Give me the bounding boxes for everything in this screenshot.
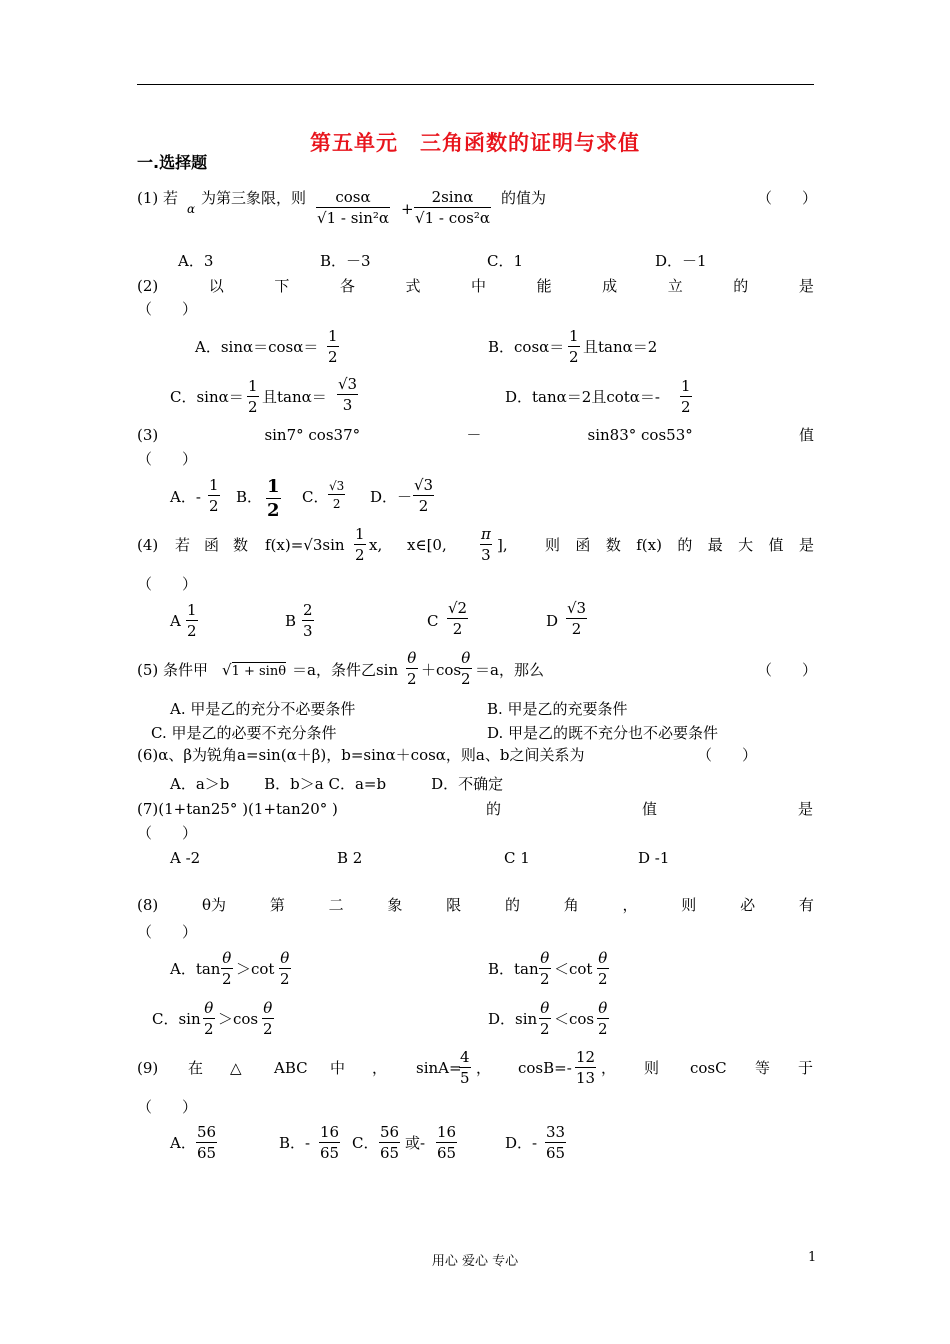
answer-paren: （ ） <box>757 189 818 207</box>
den: 3 <box>481 546 491 564</box>
q9-cosb: cosB=- <box>518 1059 572 1077</box>
q9-word: ABC <box>274 1059 308 1077</box>
q2-word: 下 <box>274 277 290 295</box>
q7-option-d: D -1 <box>638 849 670 867</box>
q9-option-a: A． <box>170 1134 196 1152</box>
num: θ <box>540 949 550 967</box>
q8-word: 必 <box>740 896 756 914</box>
q9-word: △ <box>230 1059 242 1077</box>
den: 2 <box>263 1020 273 1038</box>
q9-c-frac2 <box>436 1125 457 1161</box>
q1-alpha: α <box>187 202 196 216</box>
q8-stem <box>137 898 814 913</box>
q5-option-a: A. 甲是乙的充分不必要条件 <box>170 700 356 718</box>
q1-fraction-1: $\frac{\cos\alpha}{\text{√1 - sin²α}}$ <box>317 188 390 227</box>
q7-stem-a: (7)(1+tan25° )(1+tan20° ) <box>137 800 338 818</box>
num: θ <box>598 949 608 967</box>
q2-a-frac <box>327 329 339 365</box>
num: θ <box>407 649 417 667</box>
den: 3 <box>337 394 358 413</box>
den: 2 <box>187 622 197 640</box>
num: 56 <box>197 1123 217 1141</box>
den: 2 <box>280 970 290 988</box>
answer-paren: （ ） <box>757 661 818 679</box>
answer-paren: （ ） <box>137 575 198 593</box>
q8-word: 角 <box>563 896 579 914</box>
den: 5 <box>460 1069 470 1087</box>
q1-cond: 为第三象限，则 <box>201 189 307 207</box>
den: 65 <box>197 1144 217 1162</box>
q1-frac2-den: 1 - cos²α <box>424 209 490 227</box>
num: θ <box>204 999 214 1017</box>
num: √3 <box>329 479 345 493</box>
q3-word: (3) <box>137 426 159 444</box>
q4-option-b: B <box>285 612 297 630</box>
den: 2 <box>447 618 468 637</box>
section-heading: 一.选择题 <box>137 153 208 172</box>
num: 4 <box>460 1048 470 1066</box>
q2-b-frac <box>568 329 580 365</box>
q5-option-b: B. 甲是乙的充要条件 <box>487 700 628 718</box>
q2-word: 成 <box>602 277 618 295</box>
den: 2 <box>598 970 608 988</box>
q1-option-d: D．－1 <box>655 252 707 270</box>
q9-word: ， <box>476 1059 492 1077</box>
num: 1 <box>209 476 219 494</box>
q9-word: cosC <box>690 1059 727 1077</box>
num: 12 <box>576 1048 596 1066</box>
q9-sina-frac <box>459 1050 471 1086</box>
q4-word: 若 <box>175 536 191 554</box>
q9-word: (9) <box>137 1059 159 1077</box>
q1-frac1-num: cosα <box>335 188 371 206</box>
q2-word: 是 <box>798 277 814 295</box>
q2-word: (2) <box>137 277 159 295</box>
q4-option-d: D <box>546 612 559 630</box>
q8-a-frac1 <box>221 951 233 987</box>
den: 65 <box>546 1144 566 1162</box>
q3-stem <box>137 428 814 443</box>
den: 2 <box>328 348 338 366</box>
den: 65 <box>320 1144 340 1162</box>
q2-word: 立 <box>667 277 683 295</box>
q5-lead: (5) 条件甲 <box>137 661 209 679</box>
den: 13 <box>576 1069 596 1087</box>
q3-word: 值 <box>798 426 814 444</box>
num: θ <box>540 999 550 1017</box>
q9-word: 中 <box>330 1059 346 1077</box>
q9-option-c: C． <box>352 1134 379 1152</box>
answer-paren: （ ） <box>697 746 758 764</box>
q8-word: 二 <box>328 896 344 914</box>
num: 1 <box>187 601 197 619</box>
header-rule <box>137 84 814 85</box>
q3-b-frac <box>266 478 281 520</box>
q8-word: 第 <box>269 896 285 914</box>
num: π <box>481 525 491 543</box>
q3-word: － <box>466 426 482 444</box>
q4-word: ], <box>497 536 508 554</box>
den: 2 <box>209 497 219 515</box>
den: 2 <box>413 495 434 514</box>
q4-word: f(x) <box>636 536 662 554</box>
q9-cosb-frac <box>575 1050 596 1086</box>
q6-options: A．a＞b B．b＞a C．a=b D．不确定 <box>170 775 504 793</box>
q4-stem-tail <box>545 538 814 553</box>
q8-option-d-rest: ＜cos <box>554 1010 595 1028</box>
q4-func: f(x)=√3sin <box>265 536 345 554</box>
num: 1 <box>681 377 691 395</box>
q3-a-frac <box>208 478 220 514</box>
q2-option-a: A．sinα＝cosα＝ <box>195 338 319 356</box>
q4-c-frac <box>447 601 468 637</box>
q8-b-frac1 <box>539 951 551 987</box>
den: 2 <box>204 1020 214 1038</box>
q8-option-a: A．tan <box>170 960 221 978</box>
q2-word: 中 <box>471 277 487 295</box>
q9-word: ， <box>372 1059 388 1077</box>
q9-a-frac <box>196 1125 217 1161</box>
q2-option-d: D．tanα＝2且cotα＝- <box>505 388 660 406</box>
q2-d-frac <box>680 379 692 415</box>
num: 1 <box>267 476 280 497</box>
q2-option-c-rest: 且tanα＝ <box>262 388 327 406</box>
q3-option-c: C． <box>302 488 329 506</box>
q5-frac2 <box>460 651 472 687</box>
q4-word: x∈[0, <box>407 536 447 554</box>
q4-half <box>354 527 366 563</box>
q9-b-frac <box>319 1125 340 1161</box>
q5-tail: ＝a，那么 <box>475 661 544 679</box>
q7-option-c: C 1 <box>504 849 530 867</box>
answer-paren: （ ） <box>137 923 198 941</box>
num: θ <box>222 949 232 967</box>
q9-word: ， <box>601 1059 617 1077</box>
q9-option-b: B．- <box>279 1134 311 1152</box>
q7-option-b: B 2 <box>337 849 363 867</box>
q4-word: 大 <box>738 536 754 554</box>
q2-c-frac <box>247 379 259 415</box>
q9-option-d: D．- <box>505 1134 538 1152</box>
q7-word: 是 <box>798 800 814 818</box>
q8-option-b: B．tan <box>488 960 539 978</box>
q2-c-frac2 <box>337 377 358 413</box>
answer-paren: （ ） <box>137 824 198 842</box>
q8-c-frac2 <box>262 1001 274 1037</box>
q8-option-c-rest: ＞cos <box>218 1010 259 1028</box>
q5-option-d: D. 甲是乙的既不充分也不必要条件 <box>487 724 719 742</box>
q5-sqrt: √1 + sinθ <box>222 661 287 679</box>
q1-frac2-num: 2sinα <box>431 188 474 206</box>
q4-a-frac <box>186 603 198 639</box>
q1-plus: + <box>401 200 414 218</box>
num: 1 <box>328 327 338 345</box>
den: 2 <box>566 618 587 637</box>
q8-d-frac2 <box>597 1001 609 1037</box>
den: 3 <box>303 622 313 640</box>
q8-word: 有 <box>798 896 814 914</box>
q9-option-c-rest: 或- <box>405 1134 426 1152</box>
q3-d-frac <box>413 478 434 514</box>
q8-word: 限 <box>446 896 462 914</box>
q2-option-b-rest: 且tanα＝2 <box>583 338 658 356</box>
q2-word: 的 <box>733 277 749 295</box>
q4-num: (4) <box>137 536 159 554</box>
q7-word: 值 <box>642 800 658 818</box>
q2-word: 能 <box>536 277 552 295</box>
q8-option-c: C．sin <box>152 1010 201 1028</box>
answer-paren: （ ） <box>137 450 198 468</box>
num: θ <box>263 999 273 1017</box>
q9-c-frac1 <box>379 1125 400 1161</box>
q1-fraction-2: $\frac{2\sin\alpha}{\text{√1 - cos²α}}$ <box>415 188 490 227</box>
q9-word: 等 <box>755 1059 771 1077</box>
den: 2 <box>569 348 579 366</box>
q4-word: 数 <box>605 536 621 554</box>
den: 2 <box>407 670 417 688</box>
num: 16 <box>437 1123 457 1141</box>
q3-option-a: A．- <box>170 488 201 506</box>
num: √3 <box>338 375 358 393</box>
q8-a-frac2 <box>279 951 291 987</box>
num: θ <box>461 649 471 667</box>
q7-option-a: A -2 <box>170 849 201 867</box>
q4-word: 的 <box>677 536 693 554</box>
q4-pi-frac <box>480 527 492 563</box>
answer-paren: （ ） <box>137 1098 198 1116</box>
q4-option-c: C <box>427 612 439 630</box>
q2-option-b: B．cosα＝ <box>488 338 565 356</box>
den: 2 <box>267 500 280 521</box>
q7-word: 的 <box>486 800 502 818</box>
page-number: 1 <box>808 1250 817 1265</box>
den: 2 <box>540 1020 550 1038</box>
q8-d-frac1 <box>539 1001 551 1037</box>
den: 65 <box>380 1144 400 1162</box>
q9-d-frac <box>545 1125 566 1161</box>
q4-word: 是 <box>798 536 814 554</box>
q5-radicand: 1 + sinθ <box>231 664 287 679</box>
num: √3 <box>414 476 434 494</box>
num: √2 <box>448 599 468 617</box>
q8-b-frac2 <box>597 951 609 987</box>
q5-option-c: C. 甲是乙的必要不充分条件 <box>151 724 337 742</box>
den: 2 <box>681 398 691 416</box>
q4-word: 函 <box>204 536 220 554</box>
num: 16 <box>320 1123 340 1141</box>
num: 56 <box>380 1123 400 1141</box>
q1-option-b: B．－3 <box>320 252 371 270</box>
q2-word: 式 <box>405 277 421 295</box>
q8-option-b-rest: ＜cot <box>554 960 593 978</box>
q4-word: 则 <box>545 536 561 554</box>
q3-word: sin83° cos53° <box>587 426 693 444</box>
q8-option-a-rest: ＞cot <box>236 960 275 978</box>
q5-text: ＝a，条件乙sin <box>292 661 399 679</box>
q4-d-frac <box>566 601 587 637</box>
q9-word: 在 <box>188 1059 204 1077</box>
q1-option-c: C．1 <box>487 252 524 270</box>
q4-option-a: A <box>170 612 181 630</box>
q5-frac1 <box>406 651 418 687</box>
q3-option-b: B． <box>236 488 263 506</box>
q9-word: 则 <box>644 1059 660 1077</box>
q2-stem <box>137 279 814 294</box>
num: √3 <box>567 599 587 617</box>
num: θ <box>598 999 608 1017</box>
num: 33 <box>546 1123 566 1141</box>
answer-paren: （ ） <box>137 300 198 318</box>
q2-word: 各 <box>339 277 355 295</box>
q3-word: sin7° cos37° <box>264 426 361 444</box>
q8-word: (8) <box>137 896 159 914</box>
num: 1 <box>569 327 579 345</box>
den: 2 <box>222 970 232 988</box>
q8-word: ， <box>622 896 638 914</box>
q6-stem: (6)α、β为锐角a=sin(α＋β)，b=sinα＋cosα，则a、b之间关系为 <box>137 746 585 764</box>
den: 2 <box>248 398 258 416</box>
q8-word: θ为 <box>202 896 227 914</box>
q4-word: 最 <box>707 536 723 554</box>
q2-word: 以 <box>208 277 224 295</box>
q4-word: x, <box>369 536 383 554</box>
den: 2 <box>540 970 550 988</box>
den: 2 <box>461 670 471 688</box>
num: 1 <box>248 377 258 395</box>
q8-c-frac1 <box>203 1001 215 1037</box>
q8-word: 则 <box>681 896 697 914</box>
q3-c-frac <box>328 480 345 510</box>
q5-plus: ＋cos <box>421 661 462 679</box>
q9-word: 于 <box>798 1059 814 1077</box>
q4-word: 值 <box>768 536 784 554</box>
page-title: 第五单元 三角函数的证明与求值 <box>310 131 640 155</box>
num: 1 <box>355 525 365 543</box>
q4-b-frac <box>302 603 314 639</box>
page-footer: 用心 爱心 专心 <box>431 1254 519 1269</box>
den: 2 <box>328 494 345 510</box>
q4-word: 函 <box>575 536 591 554</box>
num: θ <box>280 949 290 967</box>
q1-frac1-den: 1 - sin²α <box>326 209 390 227</box>
num: 2 <box>303 601 313 619</box>
q1-lead: (1) 若 <box>137 189 179 207</box>
q2-option-c: C．sinα＝ <box>170 388 244 406</box>
q1-tail: 的值为 <box>501 189 547 207</box>
q8-word: 的 <box>504 896 520 914</box>
q1-option-a: A．3 <box>178 252 214 270</box>
q4-word: 数 <box>233 536 249 554</box>
den: 2 <box>355 546 365 564</box>
den: 2 <box>598 1020 608 1038</box>
q9-sina: sinA= <box>416 1059 462 1077</box>
q8-option-d: D．sin <box>488 1010 538 1028</box>
q3-option-d: D．－ <box>370 488 413 506</box>
den: 65 <box>437 1144 457 1162</box>
q8-word: 象 <box>387 896 403 914</box>
